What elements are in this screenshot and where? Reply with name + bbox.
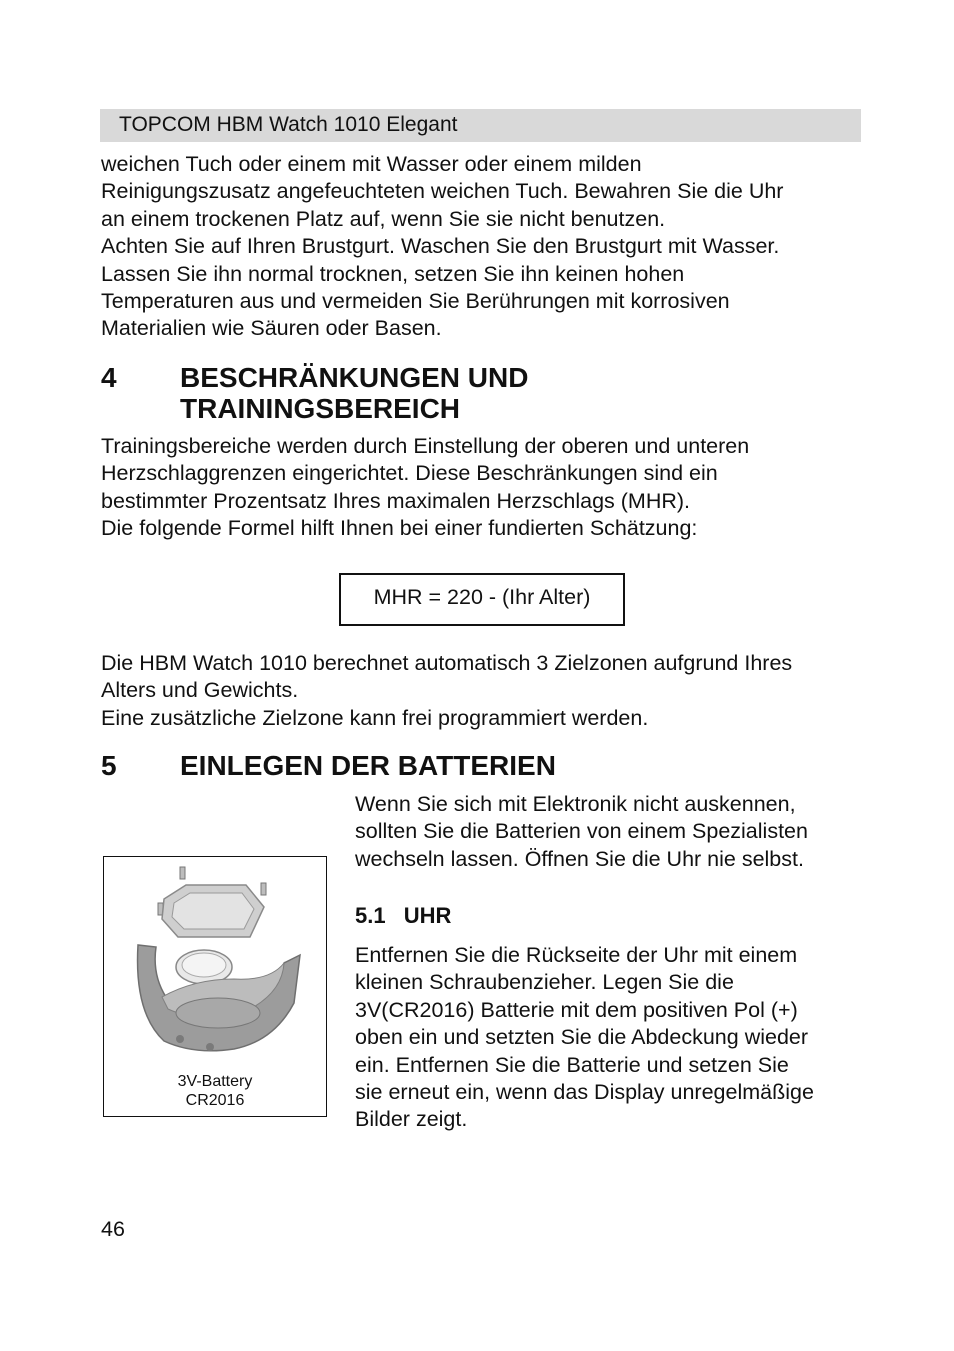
- intro-paragraph: [101, 151, 783, 343]
- battery-figure: [103, 856, 327, 1117]
- section-4-after-paragraph: [101, 650, 792, 732]
- text-line: Wenn Sie sich mit Elektronik nicht auskennen,: [355, 792, 796, 816]
- back-cover-inner-shape: [172, 893, 254, 929]
- button-icon: [206, 1043, 214, 1051]
- text-line: weichen Tuch oder einem mit Wasser oder einem milden: [101, 152, 642, 176]
- text-line: wechseln lassen. Öffnen Sie die Uhr nie selbst.: [355, 846, 804, 871]
- text-line: Lassen Sie ihn normal trocknen, setzen Sie ihn keinen hohen: [101, 261, 685, 286]
- button-icon: [176, 1035, 184, 1043]
- page-number: 46: [101, 1217, 125, 1241]
- text-line: kleinen Schraubenzieher. Legen Sie die: [355, 970, 734, 995]
- running-header-title: TOPCOM HBM Watch 1010 Elegant: [119, 113, 458, 136]
- text-line: bestimmter Prozentsatz Ihres maximalen Herzschlags (MHR).: [101, 488, 691, 513]
- section-number: 5: [101, 750, 117, 781]
- text-line: Reinigungszusatz angefeuchteten weichen Tuch. Bewahren Sie die Uhr: [101, 179, 784, 204]
- section-5-intro: [355, 791, 808, 873]
- formula-box: [339, 573, 625, 626]
- figure-caption: [104, 1072, 326, 1110]
- subsection-number: 5.1: [355, 903, 386, 928]
- section-title-line-2: TRAININGSBEREICH: [180, 393, 461, 424]
- text-line: Herzschlaggrenzen eingerichtet. Diese Beschränkungen sind ein: [101, 461, 718, 486]
- text-line: Materialien wie Säuren oder Basen.: [101, 316, 442, 341]
- section-4-paragraph: [101, 433, 749, 543]
- text-line: Die HBM Watch 1010 berechnet automatisch 3 Zielzonen aufgrund Ihres: [101, 651, 793, 675]
- text-line: Temperaturen aus und vermeiden Sie Berührungen mit korrosiven: [101, 289, 730, 314]
- formula-text: MHR = 220 - (Ihr Alter): [373, 585, 591, 609]
- section-title-line-1: BESCHRÄNKUNGEN UND: [180, 362, 529, 393]
- text-line: Trainingsbereiche werden durch Einstellung der oberen und unteren: [101, 434, 750, 458]
- figure-caption-line: 3V-Battery: [177, 1073, 253, 1090]
- text-line: Eine zusätzliche Zielzone kann frei programmiert werden.: [101, 705, 649, 730]
- text-line: Entfernen Sie die Rückseite der Uhr mit einem: [355, 943, 798, 967]
- watch-battery-illustration: [134, 863, 302, 1063]
- text-line: Die folgende Formel hilft Ihnen bei einer fundierten Schätzung:: [101, 516, 698, 541]
- running-header: [100, 109, 861, 142]
- section-number: 4: [101, 362, 117, 393]
- subsection-title: UHR: [403, 903, 452, 928]
- text-line: an einem trockenen Platz auf, wenn Sie sie nicht benutzen.: [101, 206, 666, 231]
- text-line: sollten Sie die Batterien von einem Spezialisten: [355, 819, 808, 844]
- text-line: Alters und Gewichts.: [101, 678, 299, 703]
- section-title: EINLEGEN DER BATTERIEN: [180, 750, 556, 781]
- subsection-5-1-heading: [355, 902, 451, 930]
- text-line: oben ein und setzten Sie die Abdeckung wieder: [355, 1025, 809, 1050]
- subsection-5-1-paragraph: [355, 942, 814, 1134]
- text-line: Achten Sie auf Ihren Brustgurt. Waschen Sie den Brustgurt mit Wasser.: [101, 234, 780, 259]
- text-line: Bilder zeigt.: [355, 1107, 468, 1132]
- text-line: sie erneut ein, wenn das Display unregelmäßige: [355, 1080, 814, 1105]
- text-line: ein. Entfernen Sie die Batterie und setzen Sie: [355, 1052, 789, 1077]
- figure-caption-line: CR2016: [185, 1092, 245, 1109]
- text-line: 3V(CR2016) Batterie mit dem positiven Pol (+): [355, 997, 798, 1022]
